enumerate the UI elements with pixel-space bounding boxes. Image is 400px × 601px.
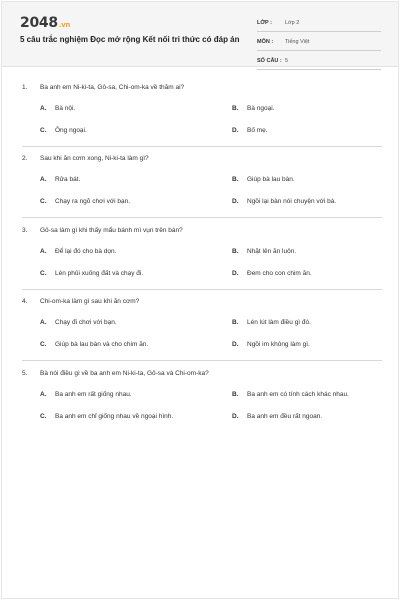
- option-letter: A.: [40, 248, 47, 255]
- meta-info: [257, 16, 381, 73]
- option-letter: B.: [232, 176, 239, 183]
- option-text: Bà ngoại.: [247, 105, 275, 112]
- question-stem: Ba anh em Ni-ki-ta, Gô-sa, Chi-om-ka về thăm ai?: [40, 84, 185, 91]
- option-letter: C.: [40, 127, 47, 134]
- question-text: [22, 84, 184, 91]
- question-number: 4.: [22, 298, 28, 305]
- meta-key: MÔN :: [257, 39, 274, 45]
- question-number: 3.: [22, 227, 28, 234]
- meta-key: LỚP :: [257, 20, 272, 26]
- answer-option[interactable]: [40, 127, 87, 134]
- option-text: Chạy đi chơi với bạn.: [55, 319, 117, 326]
- option-letter: B.: [232, 319, 239, 326]
- answer-option[interactable]: [40, 270, 143, 277]
- option-letter: D.: [232, 270, 239, 277]
- logo-domain: .vn: [58, 21, 71, 29]
- question-number: 1.: [22, 84, 28, 91]
- option-letter: B.: [232, 105, 239, 112]
- question-divider: [22, 289, 382, 290]
- meta-value: Lớp 2: [285, 20, 300, 26]
- option-text: Ông ngoại.: [55, 127, 87, 134]
- option-letter: D.: [232, 127, 239, 134]
- question-text: [22, 370, 209, 377]
- question-number: 5.: [22, 370, 28, 377]
- meta-value: Tiếng Việt: [285, 39, 310, 45]
- answer-option[interactable]: [232, 413, 322, 420]
- option-text: Lén lút làm điều gì đó.: [247, 319, 311, 326]
- meta-row-count: [257, 54, 381, 70]
- option-letter: A.: [40, 391, 47, 398]
- question-text: [22, 155, 149, 162]
- answer-option[interactable]: [40, 105, 75, 112]
- option-text: Ngồi lại bàn nói chuyện với bà.: [247, 198, 337, 205]
- option-text: Bà nội.: [55, 105, 76, 112]
- option-text: Ba anh em có tính cách khác nhau.: [247, 391, 349, 398]
- meta-value: 5: [285, 58, 289, 64]
- page-title: 5 câu trắc nghiệm Đọc mở rộng Kết nối tri thức có đáp án: [20, 35, 240, 44]
- answer-option[interactable]: [40, 319, 117, 326]
- answer-option[interactable]: [40, 391, 132, 398]
- option-text: Giúp bà lau bàn.: [247, 176, 295, 183]
- answer-option[interactable]: [40, 176, 80, 183]
- option-letter: A.: [40, 319, 47, 326]
- option-text: Ba anh em rất giống nhau.: [55, 391, 132, 398]
- logo-text: 2048: [20, 15, 58, 31]
- answer-option[interactable]: [232, 198, 336, 205]
- answer-option[interactable]: [232, 319, 311, 326]
- option-letter: B.: [232, 391, 239, 398]
- meta-row-subject: [257, 35, 381, 51]
- answer-option[interactable]: [232, 391, 349, 398]
- answer-option[interactable]: [40, 248, 116, 255]
- option-letter: C.: [40, 413, 47, 420]
- option-letter: B.: [232, 248, 239, 255]
- question-stem: Gô-sa làm gì khi thấy mẩu bánh mì vụn trên bàn?: [40, 227, 183, 234]
- option-letter: C.: [40, 270, 47, 277]
- option-letter: D.: [232, 341, 239, 348]
- option-letter: A.: [40, 176, 47, 183]
- meta-row-class: [257, 16, 381, 32]
- answer-option[interactable]: [40, 413, 173, 420]
- question-divider: [22, 360, 382, 361]
- option-letter: C.: [40, 198, 47, 205]
- answer-option[interactable]: [232, 127, 268, 134]
- question-divider: [22, 217, 382, 218]
- option-letter: D.: [232, 413, 239, 420]
- option-text: Chạy ra ngõ chơi với bạn.: [55, 198, 131, 205]
- answer-option[interactable]: [232, 248, 296, 255]
- question-stem: Sau khi ăn cơm xong, Ni-ki-ta làm gì?: [40, 155, 149, 162]
- option-text: Lén phủi xuống đất và chạy đi.: [55, 270, 144, 277]
- worksheet-page: [1, 1, 399, 599]
- question-text: [22, 298, 139, 305]
- answer-option[interactable]: [232, 105, 274, 112]
- question-stem: Bà nói điều gì về ba anh em Ni-ki-ta, Gô-sa và Chi-om-ka?: [40, 370, 209, 377]
- option-text: Ngồi im không làm gì.: [247, 341, 310, 348]
- question-divider: [22, 146, 382, 147]
- option-text: Bố mẹ.: [247, 127, 268, 134]
- option-text: Ba anh em đều rất ngoan.: [247, 413, 323, 420]
- option-letter: A.: [40, 105, 47, 112]
- option-text: Rửa bát.: [55, 176, 81, 183]
- question-stem: Chi-om-ka làm gì sau khi ăn cơm?: [40, 298, 140, 305]
- option-text: Để lại đó cho bà dọn.: [55, 248, 117, 255]
- meta-key: SỐ CÂU :: [257, 58, 282, 64]
- answer-option[interactable]: [40, 341, 148, 348]
- option-letter: C.: [40, 341, 47, 348]
- answer-option[interactable]: [232, 270, 312, 277]
- question-number: 2.: [22, 155, 28, 162]
- site-logo[interactable]: [20, 15, 70, 31]
- option-letter: D.: [232, 198, 239, 205]
- option-text: Đem cho con chim ăn.: [247, 270, 312, 277]
- question-text: [22, 227, 183, 234]
- option-text: Nhặt lên ăn luôn.: [247, 248, 297, 255]
- option-text: Giúp bà lau bàn và cho chim ăn.: [55, 341, 149, 348]
- option-text: Ba anh em chỉ giống nhau về ngoại hình.: [55, 413, 174, 420]
- answer-option[interactable]: [232, 176, 295, 183]
- page-header: [2, 2, 398, 67]
- answer-option[interactable]: [232, 341, 310, 348]
- answer-option[interactable]: [40, 198, 130, 205]
